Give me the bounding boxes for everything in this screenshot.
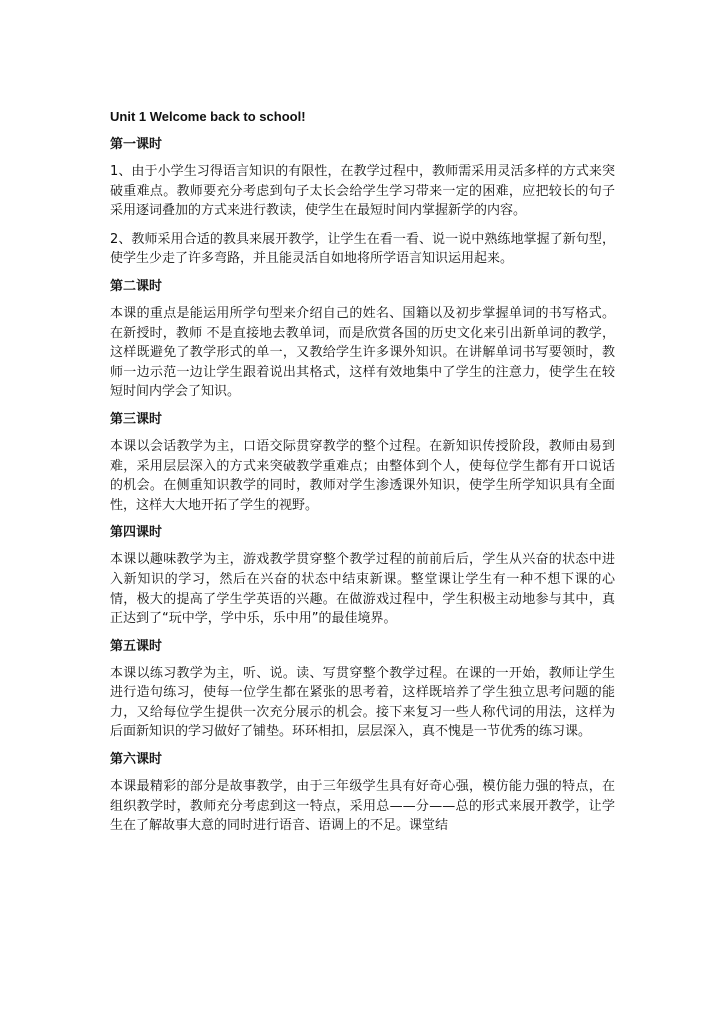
section-heading: 第五课时 [110, 638, 163, 654]
section-heading: 第一课时 [110, 137, 163, 152]
section-heading: 第二课时 [110, 278, 163, 294]
section-lesson-3 [110, 411, 615, 515]
section-lesson-5 [110, 638, 615, 742]
section-lesson-1 [110, 136, 615, 269]
document-title: Unit 1 Welcome back to school! [110, 109, 306, 124]
section-heading: 第三课时 [110, 411, 163, 427]
paragraph: 2、教师采用合适的教具来展开教学，让学生在看一看、说一说中熟练地掌握了新句型，使学生少走了许多弯路，并且能灵活自如地将所学语言知识运用起来。 [110, 231, 615, 267]
document-page [110, 108, 615, 845]
section-heading: 第六课时 [110, 752, 163, 768]
paragraph: 1、由于小学生习得语言知识的有限性，在教学过程中，教师需采用灵活多样的方式来突破重难点。教师要充分考虑到句子太长会给学生学习带来一定的困难，应把较长的句子采用逐词叠加的方式来进行教读，使学生在最短时间内掌握新学的内容。 [110, 164, 615, 219]
section-lesson-4 [110, 524, 615, 628]
paragraph: 本课以趣味教学为主，游戏教学贯穿整个教学过程的前前后后，学生从兴奋的状态中进入新知识的学习，然后在兴奋的状态中结束新课。整堂课让学生有一种不想下课的心情，极大的提高了学生学英语的兴趣。在做游戏过程中，学生积极主动地参与其中，真正达到了“玩中学，学中乐，乐中用”的最佳境界。 [110, 552, 615, 627]
section-heading: 第四课时 [110, 525, 163, 541]
paragraph: 本课最精彩的部分是故事教学，由于三年级学生具有好奇心强，模仿能力强的特点，在组织教学时，教师充分考虑到这一特点，采用总——分——总的形式来展开教学，让学生在了解故事大意的同时进行语音、语调上的不足。课堂结 [110, 779, 615, 834]
paragraph: 本课以练习教学为主，听、说。读、写贯穿整个教学过程。在课的一开始，教师让学生进行造句练习，使每一位学生都在紧张的思考着，这样既培养了学生独立思考问题的能力，又给每位学生提供一次充分展示的机会。接下来复习一些人称代词的用法，这样为后面新知识的学习做好了铺垫。环环相扣，层层深入，真不愧是一节优秀的练习课。 [110, 665, 615, 740]
section-lesson-2 [110, 278, 615, 402]
paragraph: 本课以会话教学为主，口语交际贯穿教学的整个过程。在新知识传授阶段，教师由易到难，采用层层深入的方式来突破教学重难点；由整体到个人，使每位学生都有开口说话的机会。在侧重知识教学的同时，教师对学生渗透课外知识，使学生所学知识具有全面性，这样大大地开拓了学生的视野。 [110, 438, 615, 513]
paragraph: 本课的重点是能运用所学句型来介绍自己的姓名、国籍以及初步掌握单词的书写格式。在新授时，教师 不是直接地去教单词，而是欣赏各国的历史文化来引出新单词的教学，这样既避免了教学形式的单一，又教给学生许多课外知识。在讲解单词书写要领时，教师一边示范一边让学生跟着说出其格式，这样有效地集中了学生的注意力，使学生在较短时间内学会了知识。 [110, 305, 615, 400]
section-lesson-6 [110, 751, 615, 836]
